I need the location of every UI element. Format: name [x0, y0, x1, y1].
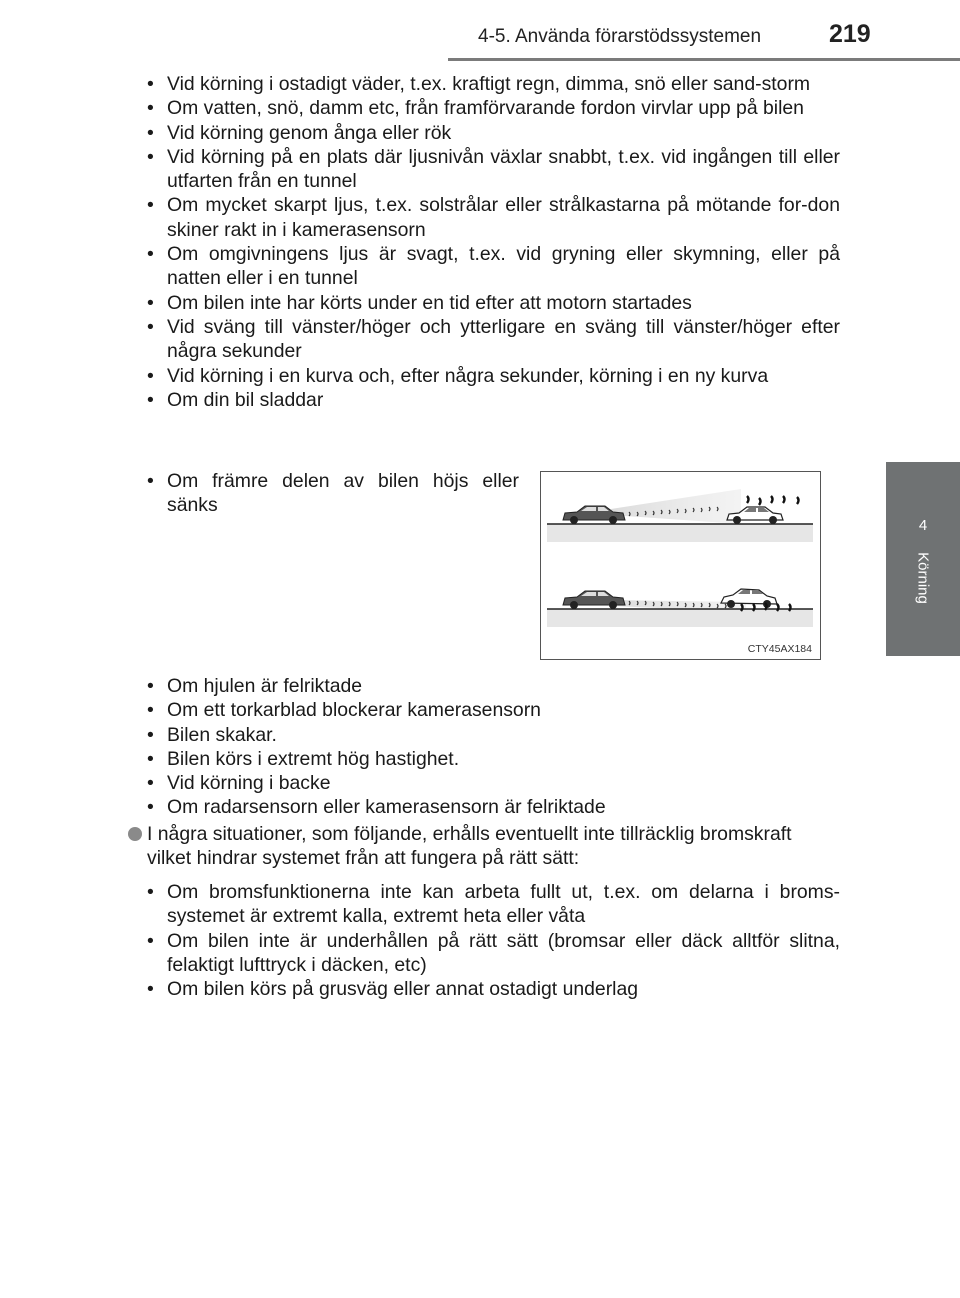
- figure-code: CTY45AX184: [747, 643, 812, 655]
- car-radar-beam-illustration-icon: [541, 472, 820, 659]
- bullet-list-middle: [147, 674, 840, 820]
- radar-beam-top: [611, 489, 741, 524]
- list-item: • Om mycket skarpt ljus, t.ex. solstrålar eller strålkastarna på mötande for-don skiner rakt in i kamerasensorn: [147, 193, 840, 242]
- figure-side-list-section: [147, 469, 519, 518]
- page-number: 219: [829, 20, 871, 48]
- list-item: • Om främre delen av bilen höjs eller sänks: [147, 469, 519, 518]
- list-item: • Vid körning i ostadigt väder, t.ex. kraftigt regn, dimma, snö eller sand-storm: [147, 72, 840, 96]
- list-item: • Om din bil sladdar: [147, 388, 840, 412]
- list-item: • Vid körning i backe: [147, 771, 840, 795]
- target-car-bottom: [721, 589, 777, 608]
- road-top: [547, 524, 813, 542]
- section-title: 4-5. Använda förarstödssystemen: [478, 26, 762, 47]
- list-item: • Om bilen inte har körts under en tid efter att motorn startades: [147, 291, 840, 315]
- circle-bullet-icon: [128, 827, 142, 841]
- middle-list-section: [147, 674, 840, 820]
- list-item: • Vid körning genom ånga eller rök: [147, 121, 840, 145]
- list-item: • Om ett torkarblad blockerar kamerasensorn: [147, 698, 840, 722]
- radar-reflection-top: [747, 496, 799, 505]
- list-item: • Vid sväng till vänster/höger och ytterligare en sväng till vänster/höger efter några sekunder: [147, 315, 840, 364]
- list-item: • Om bilen körs på grusväg eller annat ostadigt underlag: [147, 977, 840, 1001]
- list-item: • Om vatten, snö, damm etc, från framförvarande fordon virvlar upp på bilen: [147, 96, 840, 120]
- list-item: • Om omgivningens ljus är svagt, t.ex. vid gryning eller skymning, eller på natten eller i en tunnel: [147, 242, 840, 291]
- chapter-label: Körning: [914, 552, 932, 604]
- own-car-bottom: [563, 591, 625, 609]
- chapter-number: 4: [918, 517, 928, 534]
- list-item: • Om hjulen är felriktade: [147, 674, 840, 698]
- header-rule: [448, 58, 960, 61]
- road-bottom: [547, 609, 813, 627]
- main-point: [128, 822, 840, 871]
- top-list-section: [147, 72, 840, 412]
- list-item: • Om bromsfunktionerna inte kan arbeta fullt ut, t.ex. om delarna i broms-systemet är extremt kalla, extremt heta eller våta: [147, 880, 840, 929]
- chapter-tab: [886, 462, 960, 656]
- page-header: [0, 0, 960, 62]
- list-item: • Om radarsensorn eller kamerasensorn är felriktade: [147, 795, 840, 819]
- list-item: • Bilen skakar.: [147, 723, 840, 747]
- bullet-list-bottom: [147, 880, 840, 1001]
- bottom-list-section: [147, 880, 840, 1001]
- list-item: • Vid körning i en kurva och, efter några sekunder, körning i en ny kurva: [147, 364, 840, 388]
- car-radar-figure: [540, 471, 821, 660]
- bullet-list-top: [147, 72, 840, 412]
- list-item: • Bilen körs i extremt hög hastighet.: [147, 747, 840, 771]
- bullet-list-figure-side: [147, 469, 519, 518]
- list-item: • Om bilen inte är underhållen på rätt sätt (bromsar eller däck alltför slitna, felaktigt lufttryck i däcken, etc): [147, 929, 840, 978]
- list-item: • Vid körning på en plats där ljusnivån växlar snabbt, t.ex. vid ingången till eller utfarten från en tunnel: [147, 145, 840, 194]
- main-point-text: I några situationer, som följande, erhålls eventuellt inte tillräcklig bromskraft vilket hindrar systemet från att fungera på rätt sätt:: [147, 823, 792, 870]
